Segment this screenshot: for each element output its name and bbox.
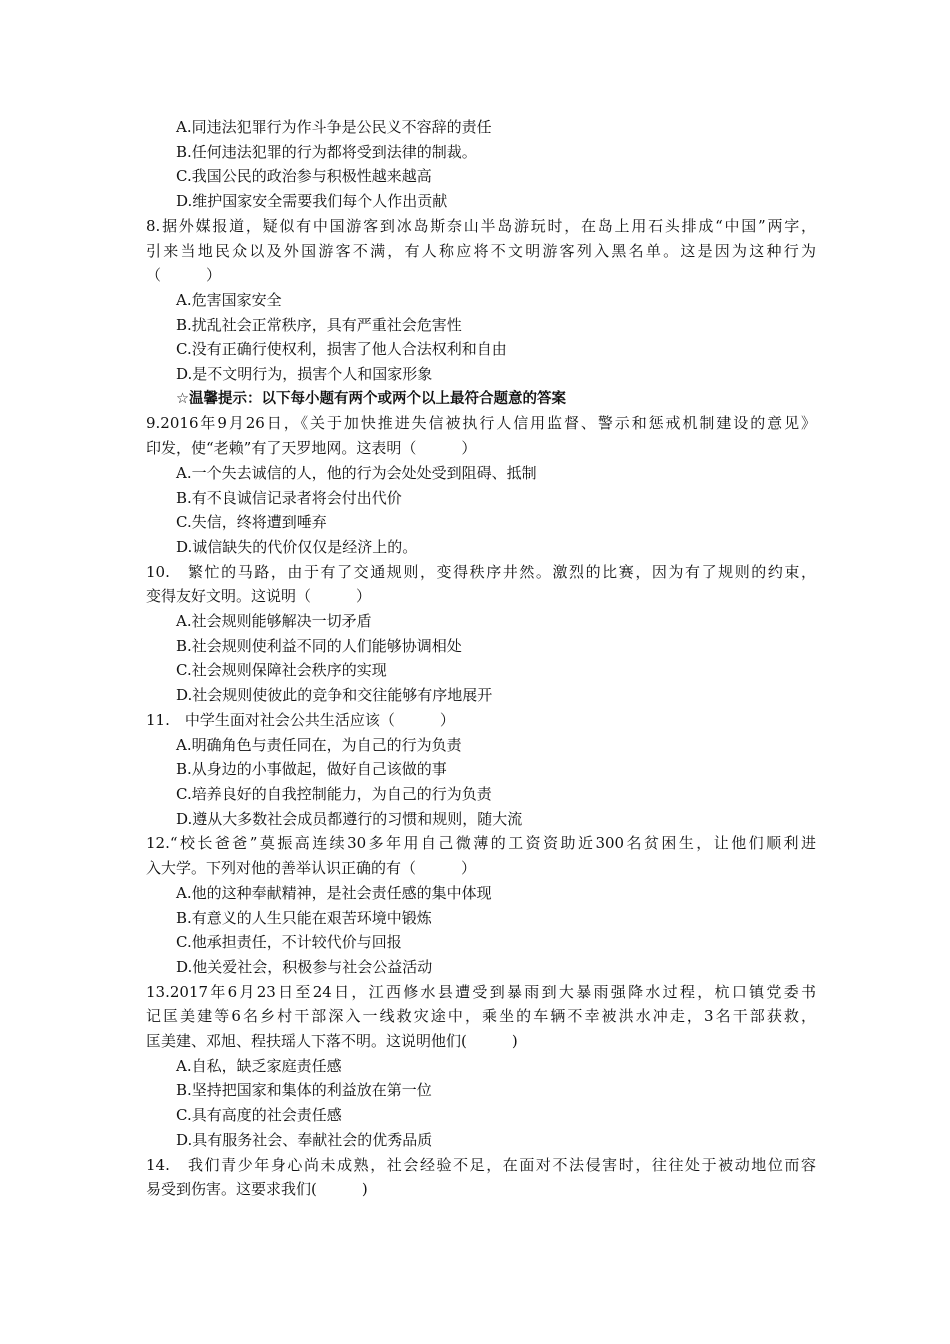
answer-option [146, 683, 816, 708]
answer-option [146, 807, 816, 832]
answer-option [146, 189, 816, 214]
line-text: B.有不良诚信记录者将会付出代价 [176, 488, 402, 507]
line-text: A.社会规则能够解决一切矛盾 [176, 612, 372, 631]
question-text [146, 1177, 816, 1202]
answer-option [146, 337, 816, 362]
question-text [146, 1029, 816, 1054]
line-text: A.危害国家安全 [176, 290, 282, 309]
question-text [146, 560, 816, 585]
answer-option [146, 658, 816, 683]
answer-option [146, 288, 816, 313]
line-text: 印发，使“老赖”有了天罗地网。这表明（ ） [146, 439, 477, 458]
answer-option [146, 140, 816, 165]
line-text: B.社会规则使利益不同的人们能够协调相处 [176, 636, 462, 655]
answer-option [146, 733, 816, 758]
line-text: A.一个失去诚信的人，他的行为会处处受到阻碍、抵制 [176, 463, 537, 482]
line-text: 匡美建、邓旭、程扶瑶人下落不明。这说明他们( ) [146, 1032, 518, 1051]
question-text [146, 708, 816, 733]
line-text: D.具有服务社会、奉献社会的优秀品质 [176, 1130, 433, 1149]
answer-option [146, 782, 816, 807]
question-text [146, 1004, 816, 1029]
line-text: 8.据外媒报道，疑似有中国游客到冰岛斯奈山半岛游玩时，在岛上用石头排成“中国”两字， [146, 216, 816, 235]
question-text [146, 1153, 816, 1178]
answer-option [146, 1054, 816, 1079]
question-text [146, 831, 816, 856]
line-text: 12.“校长爸爸”莫振高连续30多年用自己微薄的工资资助近300名贫困生，让他们顺利进 [146, 834, 816, 853]
answer-option [146, 906, 816, 931]
line-text: A.同违法犯罪行为作斗争是公民义不容辞的责任 [176, 118, 492, 136]
line-text: 9.2016年9月26日，《关于加快推进失信被执行人信用监督、警示和惩戒机制建设的意见》 [146, 414, 816, 433]
answer-option [146, 955, 816, 980]
line-text: B.坚持把国家和集体的利益放在第一位 [176, 1081, 432, 1100]
line-text: 入大学。下列对他的善举认识正确的有（ ） [146, 859, 477, 878]
line-text: C.社会规则保障社会秩序的实现 [176, 661, 387, 680]
line-text: （ ） [146, 266, 222, 285]
question-text [146, 214, 816, 239]
answer-option [146, 362, 816, 387]
line-text: B.扰乱社会正常秩序，具有严重社会危害性 [176, 315, 462, 334]
line-text: C.我国公民的政治参与积极性越来越高 [176, 167, 432, 186]
line-text: D.诚信缺失的代价仅仅是经济上的。 [176, 537, 418, 556]
line-text: D.遵从大多数社会成员都遵行的习惯和规则，随大流 [176, 809, 523, 828]
answer-option [146, 510, 816, 535]
question-text [146, 263, 816, 288]
line-text: 13.2017年6月23日至24日，江西修水县遭受到暴雨到大暴雨强降水过程，杭口镇党委书 [146, 982, 816, 1001]
answer-option [146, 1128, 816, 1153]
line-text: 10. 繁忙的马路，由于有了交通规则，变得秩序井然。激烈的比赛，因为有了规则的约束， [146, 562, 816, 581]
line-text: 11. 中学生面对社会公共生活应该（ ） [146, 710, 455, 729]
line-text: 变得友好文明。这说明（ ） [146, 587, 372, 606]
answer-option [146, 1103, 816, 1128]
line-text: A.自私，缺乏家庭责任感 [176, 1056, 342, 1075]
line-text: 引来当地民众以及外国游客不满，有人称应将不文明游客列入黑名单。这是因为这种行为 [146, 241, 816, 260]
answer-option [146, 313, 816, 338]
exam-page [146, 115, 816, 1202]
question-text [146, 411, 816, 436]
answer-option [146, 881, 816, 906]
line-text: 易受到伤害。这要求我们( ) [146, 1180, 368, 1199]
line-text: ☆温馨提示：以下每小题有两个或两个以上最符合题意的答案 [176, 390, 566, 407]
line-text: C.没有正确行使权利，损害了他人合法权利和自由 [176, 340, 507, 359]
answer-option [146, 634, 816, 659]
answer-option [146, 535, 816, 560]
line-text: A.他的这种奉献精神，是社会责任感的集中体现 [176, 883, 492, 902]
line-text: C.失信，终将遭到唾弃 [176, 513, 327, 532]
answer-option [146, 486, 816, 511]
answer-option [146, 757, 816, 782]
question-text [146, 436, 816, 461]
line-text: 14. 我们青少年身心尚未成熟，社会经验不足，在面对不法侵害时，往往处于被动地位而容 [146, 1155, 816, 1174]
answer-option [146, 930, 816, 955]
line-text: D.他关爱社会，积极参与社会公益活动 [176, 957, 433, 976]
answer-option [146, 609, 816, 634]
line-text: B.从身边的小事做起，做好自己该做的事 [176, 760, 447, 779]
line-text: D.社会规则使彼此的竞争和交往能够有序地展开 [176, 686, 493, 705]
question-text [146, 856, 816, 881]
answer-option [146, 1078, 816, 1103]
answer-option [146, 461, 816, 486]
line-text: A.明确角色与责任同在，为自己的行为负责 [176, 735, 462, 754]
line-text: D.是不文明行为，损害个人和国家形象 [176, 365, 433, 384]
question-text [146, 584, 816, 609]
answer-option [146, 164, 816, 189]
line-text: D.维护国家安全需要我们每个人作出贡献 [176, 192, 448, 211]
tip-heading [146, 387, 816, 412]
line-text: B.任何违法犯罪的行为都将受到法律的制裁。 [176, 142, 477, 161]
question-text [146, 239, 816, 264]
line-text: C.具有高度的社会责任感 [176, 1106, 342, 1125]
line-text: 记匡美建等6名乡村干部深入一线救灾途中，乘坐的车辆不幸被洪水冲走，3名干部获救， [146, 1007, 816, 1026]
question-text [146, 980, 816, 1005]
answer-option [146, 115, 816, 140]
line-text: C.他承担责任，不计较代价与回报 [176, 933, 402, 952]
line-text: C.培养良好的自我控制能力，为自己的行为负责 [176, 784, 492, 803]
line-text: B.有意义的人生只能在艰苦环境中锻炼 [176, 908, 432, 927]
